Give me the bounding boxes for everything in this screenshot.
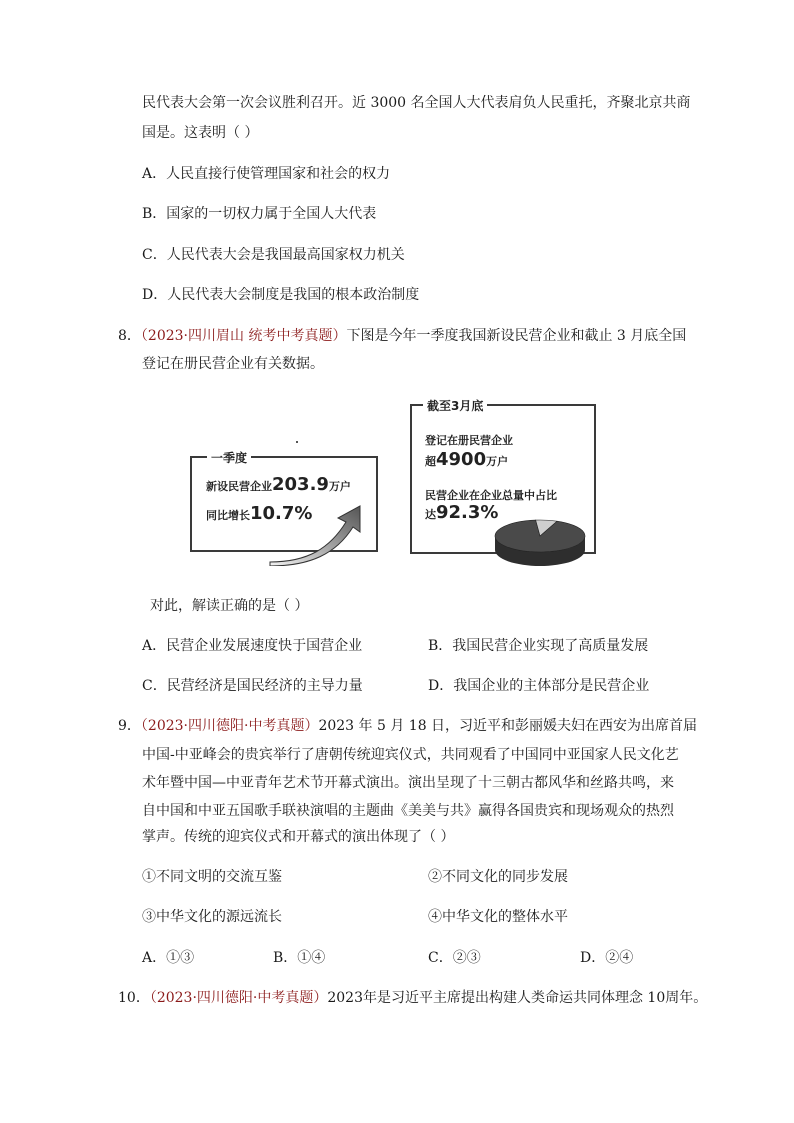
growth-arrow-icon [268, 500, 368, 566]
q7-option-d[interactable]: D．人民代表大会制度是我国的根本政治制度 [142, 287, 420, 303]
q9-option-b[interactable]: B．①④ [273, 950, 326, 966]
q7-option-c[interactable]: C．人民代表大会是我国最高国家权力机关 [142, 247, 405, 263]
figure-right-value2: 92.3% [436, 502, 499, 523]
q9-stem-line3: 术年暨中国—中亚青年艺术节开幕式演出。演出呈现了十三朝古都风华和丝路共鸣，来 [142, 775, 674, 791]
q10-source: （2023·四川德阳·中考真题） [149, 990, 328, 1006]
q9-number: 9． [118, 718, 141, 734]
figure-speck [296, 441, 298, 443]
figure-right-row1 [425, 449, 508, 470]
q9-stem-line2: 中国-中亚峰会的贵宾举行了唐朝传统迎宾仪式，共同观看了中国同中亚国家人民文化艺 [142, 747, 679, 763]
q9-stem-text: 2023 年 5 月 18 日，习近平和彭丽媛夫妇在西安为出席首届 [318, 718, 698, 734]
figure-left-unit1: 万户 [328, 480, 351, 493]
figure-right-prefix2: 达 [425, 508, 436, 521]
figure-right-unit1: 万户 [486, 455, 509, 468]
q9-source: （2023·四川德阳·中考真题） [140, 718, 319, 734]
q8-stem-line1 [118, 326, 686, 346]
q8-option-a[interactable]: A．民营企业发展速度快于国营企业 [142, 638, 363, 654]
figure-left-tag: 一季度 [207, 449, 251, 466]
figure-right-label1: 登记在册民营企业 [425, 434, 513, 447]
figure-right-tag: 截至3月底 [423, 397, 487, 414]
figure-left-value1: 203.9 [272, 474, 329, 495]
q10-stem-line1 [118, 988, 707, 1008]
q7-option-b[interactable]: B．国家的一切权力属于全国人大代表 [142, 206, 377, 222]
figure-right-value1: 4900 [436, 449, 487, 470]
figure-left-label1: 新设民营企业 [206, 480, 272, 493]
q9-option-d[interactable]: D．②④ [580, 950, 634, 966]
q8-option-b[interactable]: B．我国民营企业实现了高质量发展 [428, 638, 649, 654]
q8-stem-line2: 登记在册民营企业有关数据。 [142, 356, 324, 372]
q8-option-c[interactable]: C．民营经济是国民经济的主导力量 [142, 678, 363, 694]
q8-source: （2023·四川眉山 统考中考真题） [140, 328, 347, 344]
q9-option-a[interactable]: A．①③ [142, 950, 195, 966]
q7-stem-line1: 民代表大会第一次会议胜利召开。近 3000 名全国人大代表肩负人民重托，齐聚北京共商 [142, 95, 691, 111]
figure-left-value2: 10.7% [250, 503, 313, 524]
q8-prompt: 对此，解读正确的是（ ） [150, 598, 309, 614]
figure-right-row2 [425, 502, 498, 523]
figure-left-label2: 同比增长 [206, 509, 250, 522]
q7-option-a[interactable]: A．人民直接行使管理国家和社会的权力 [142, 166, 391, 182]
q8-number: 8． [118, 328, 141, 344]
pie-chart [490, 508, 590, 572]
q7-stem-line2: 国是。这表明（ ） [142, 125, 259, 141]
q9-option-c[interactable]: C．②③ [428, 950, 481, 966]
figure-right-label2: 民营企业在企业总量中占比 [425, 489, 557, 502]
q8-stem-text: 下图是今年一季度我国新设民营企业和截止 3 月底全国 [346, 328, 687, 344]
figure-right-prefix1: 超 [425, 455, 436, 468]
q9-stem-line4: 自中国和中亚五国歌手联袂演唱的主题曲《美美与共》赢得各国贵宾和现场观众的热烈 [142, 803, 674, 819]
q9-item-2: ②不同文化的同步发展 [428, 869, 568, 885]
q9-stem-line5: 掌声。传统的迎宾仪式和开幕式的演出体现了（ ） [142, 829, 455, 845]
q9-item-4: ④中华文化的整体水平 [428, 909, 568, 925]
q9-item-3: ③中华文化的源远流长 [142, 909, 282, 925]
q9-stem-line1 [118, 716, 697, 736]
q9-item-1: ①不同文明的交流互鉴 [142, 869, 282, 885]
q8-option-d[interactable]: D．我国企业的主体部分是民营企业 [428, 678, 650, 694]
figure-left-row1 [206, 474, 351, 495]
q10-stem-text: 2023年是习近平主席提出构建人类命运共同体理念 10周年。 [327, 990, 708, 1006]
q10-number: 10． [118, 990, 150, 1006]
